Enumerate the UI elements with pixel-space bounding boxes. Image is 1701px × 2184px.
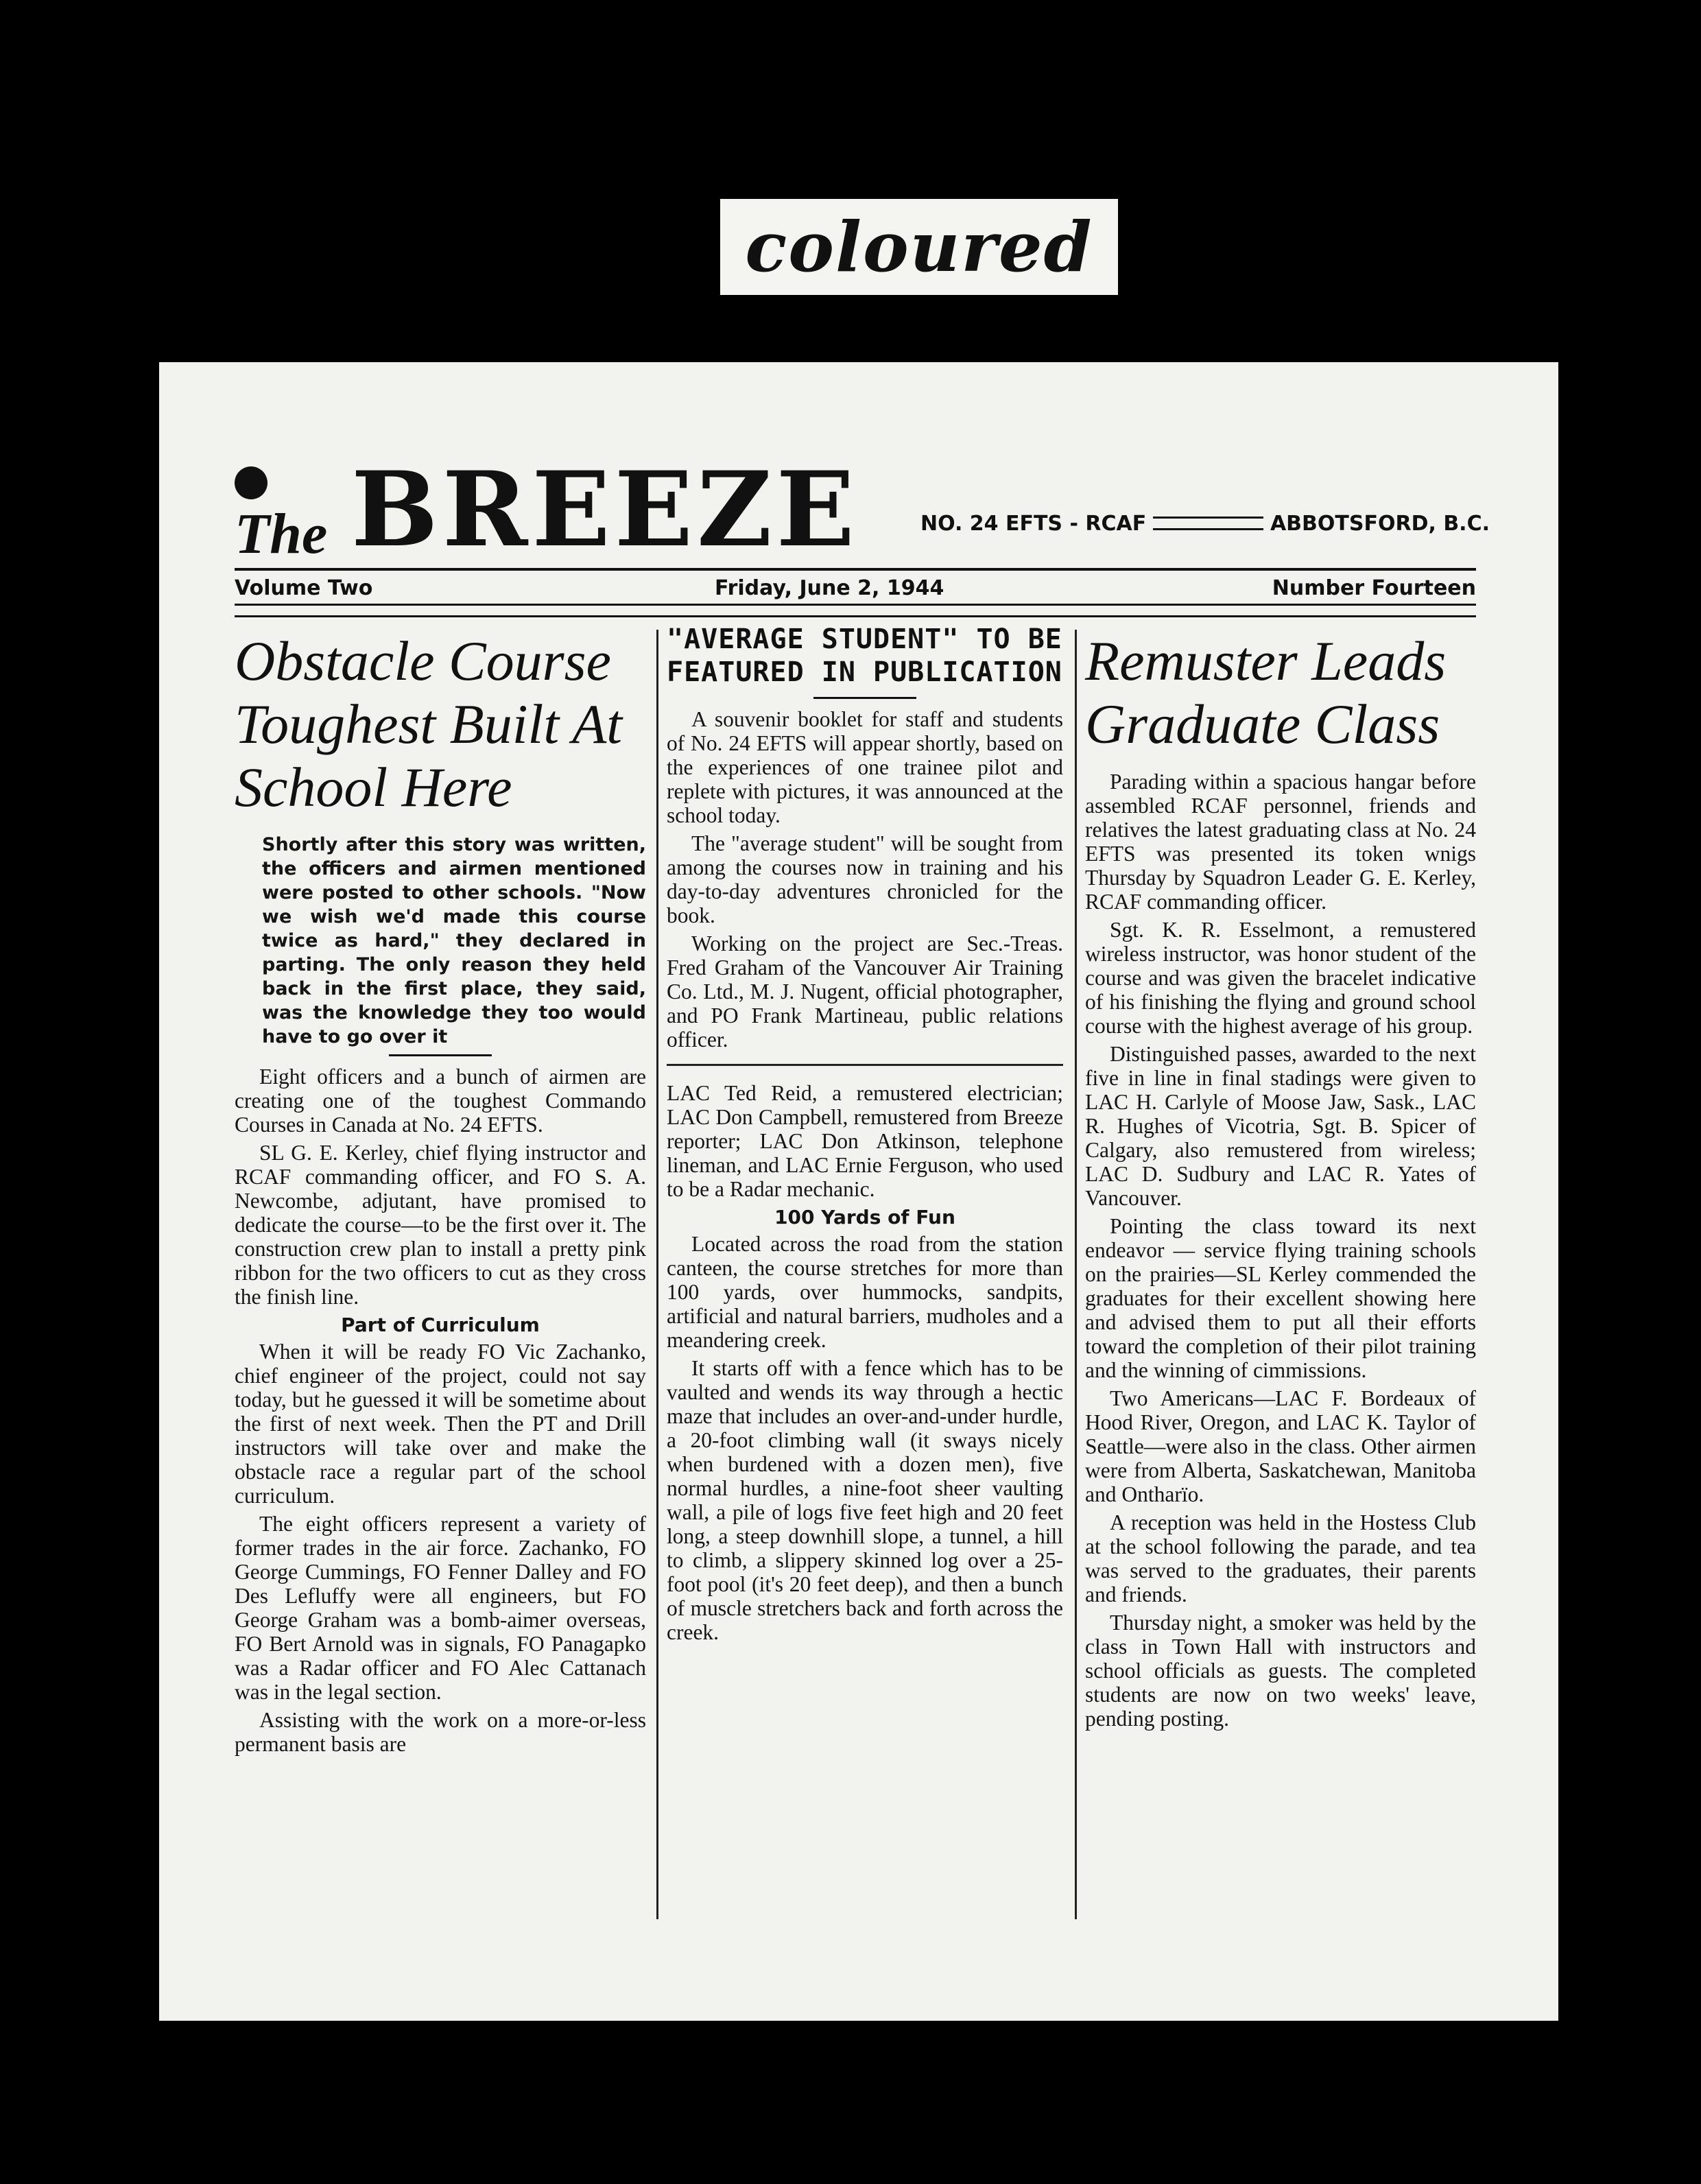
top-rule: [235, 568, 1476, 571]
masthead-title: BREEZE: [351, 449, 859, 570]
masthead-the: The: [235, 502, 328, 566]
article-paragraph: Working on the project are Sec.-Treas. Fred Graham of the Vancouver Air Training Co. Ltd., M. J. Nugent, official photographer, and PO Frank Martineau, public relations officer.: [667, 931, 1063, 1052]
short-rule: [389, 1054, 492, 1056]
headline-obstacle-course: Obstacle Course Toughest Built At School Here: [235, 630, 622, 818]
section-separator: [667, 1064, 1063, 1066]
subhead-curriculum: Part of Curriculum: [341, 1314, 540, 1336]
article-paragraph: Parading within a spacious hangar before assembled RCAF personnel, friends and relatives the latest graduating class at No. 24 EFTS was presented its token wnigs Thursday by Squadron Leader G. E. Kerley, RCAF commanding officer.: [1085, 770, 1476, 914]
issue-number: Number Fourteen: [1272, 576, 1476, 600]
volume-label: Volume Two: [235, 576, 373, 600]
bottom-rule: [235, 604, 1476, 617]
article-paragraph: The "average student" will be sought from among the courses now in training and his day-to-day adventures chronicled for the book.: [667, 831, 1063, 927]
article-paragraph: Located across the road from the station canteen, the course stretches for more than 100 yards, over hummocks, sandpits, artificial and natural barriers, mudholes and a meandering creek.: [667, 1232, 1063, 1352]
masthead: [235, 449, 1490, 570]
issue-date: Friday, June 2, 1944: [715, 576, 944, 600]
dateline: [235, 576, 1476, 605]
short-rule: [813, 697, 916, 699]
article-paragraph: LAC Ted Reid, a remustered electrician; LAC Don Campbell, remustered from Breeze reporter; LAC Don Atkinson, telephone lineman, and LAC Ernie Ferguson, who used to be a Radar mechanic.: [667, 1081, 1063, 1201]
masthead-rule: [1153, 517, 1263, 530]
column-divider-2: [1075, 630, 1077, 1919]
note-text: coloured: [745, 206, 1093, 287]
article-paragraph: A reception was held in the Hostess Club at the school following the parade, and tea was served to the graduates, their parents and friends.: [1085, 1510, 1476, 1606]
masthead-info: [920, 506, 1490, 541]
article-paragraph: SL G. E. Kerley, chief flying instructor and RCAF commanding officer, and FO S. A. Newcombe, adjutant, have promised to dedicate the course—to be the first over it. The construction crew plan to install a pretty pink ribbon for the two officers to cut as they cross the finish line.: [235, 1141, 646, 1309]
newspaper-page: [159, 362, 1558, 2021]
article-paragraph: A souvenir booklet for staff and students of No. 24 EFTS will appear shortly, based on the experiences of one trainee pilot and replete with pictures, it was announced at the school today.: [667, 707, 1063, 827]
headline-remuster: Remuster Leads Graduate Class: [1085, 630, 1447, 755]
article-paragraph: Sgt. K. R. Esselmont, a remustered wireless instructor, was honor student of the course and was given the bracelet indicative of his finishing the flying and ground school course with the highest average of his group.: [1085, 918, 1476, 1038]
masthead-place: ABBOTSFORD, B.C.: [1270, 511, 1490, 536]
handwritten-note-label: [720, 199, 1118, 295]
headline-average-student: "AVERAGE STUDENT" TO BE FEATURED IN PUBLICATION: [667, 624, 1062, 688]
masthead-unit: NO. 24 EFTS - RCAF: [920, 511, 1147, 536]
article-paragraph: When it will be ready FO Vic Zachanko, chief engineer of the project, could not say today, but he guessed it will be sometime about the first of next week. Then the PT and Drill instructors will take over and make the obstacle race a regular part of the school curriculum.: [235, 1340, 646, 1508]
article-paragraph: The eight officers represent a variety of former trades in the air force. Zachanko, FO George Cummings, FO Fenner Dalley and FO Des Lefluffy were all engineers, but FO George Graham was a bomb-aimer overseas, FO Bert Arnold was in signals, FO Panagapko was a Radar officer and FO Alec Cattanach was in the legal section.: [235, 1512, 646, 1704]
article-paragraph: It starts off with a fence which has to be vaulted and wends its way through a hectic maze that includes an over-and-under hurdle, a 20-foot climbing wall (it sways nicely when burdened with a dozen men), five normal hurdles, a nine-foot sheer vaulting wall, a pile of logs five feet high and 20 feet long, a steep downhill slope, a tunnel, a hill to climb, a slippery skinned log over a 25-foot pool (it's 20 feet deep), and then a bunch of muscle stretchers back and forth across the creek.: [667, 1356, 1063, 1644]
article-paragraph: Distinguished passes, awarded to the next five in line in final stadings were given to LAC H. Carlyle of Moose Jaw, Sask., LAC R. Hughes of Vicotria, Sgt. B. Spicer of Calgary, also remustered from wireless; LAC D. Sudbury and LAC R. Yates of Vancouver.: [1085, 1042, 1476, 1210]
column-divider-1: [656, 630, 658, 1919]
article-paragraph: Thursday night, a smoker was held by the class in Town Hall with instructors and school officials as guests. The completed students are now on two weeks' leave, pending posting.: [1085, 1611, 1476, 1731]
article-average-student: [667, 623, 1063, 1648]
subhead-100-yards: 100 Yards of Fun: [774, 1206, 955, 1228]
article-obstacle-course: [235, 623, 646, 1760]
article-paragraph: Two Americans—LAC F. Bordeaux of Hood River, Oregon, and LAC K. Taylor of Seattle—were also in the class. Other airmen were from Alberta, Saskatchewan, Manitoba and Ontharïo.: [1085, 1386, 1476, 1506]
article-paragraph: Pointing the class toward its next endeavor — service flying training schools on the prairies—SL Kerley commended the graduates for their excellent showing here and advised them to put all their efforts toward the completion of their pilot training and the winning of cimmissions.: [1085, 1214, 1476, 1382]
bullet-dot-icon: [235, 466, 267, 499]
editor-note: Shortly after this story was written, the officers and airmen mentioned were posted to other schools. "Now we wish we'd made this course twice as hard," they declared in parting. The only reason they held back in the first place, they said, was the knowledge they too would have to go over it: [262, 834, 646, 1047]
article-remuster: [1085, 623, 1476, 1735]
article-paragraph: Eight officers and a bunch of airmen are creating one of the toughest Commando Courses in Canada at No. 24 EFTS.: [235, 1065, 646, 1137]
article-paragraph: Assisting with the work on a more-or-less permanent basis are: [235, 1708, 646, 1756]
